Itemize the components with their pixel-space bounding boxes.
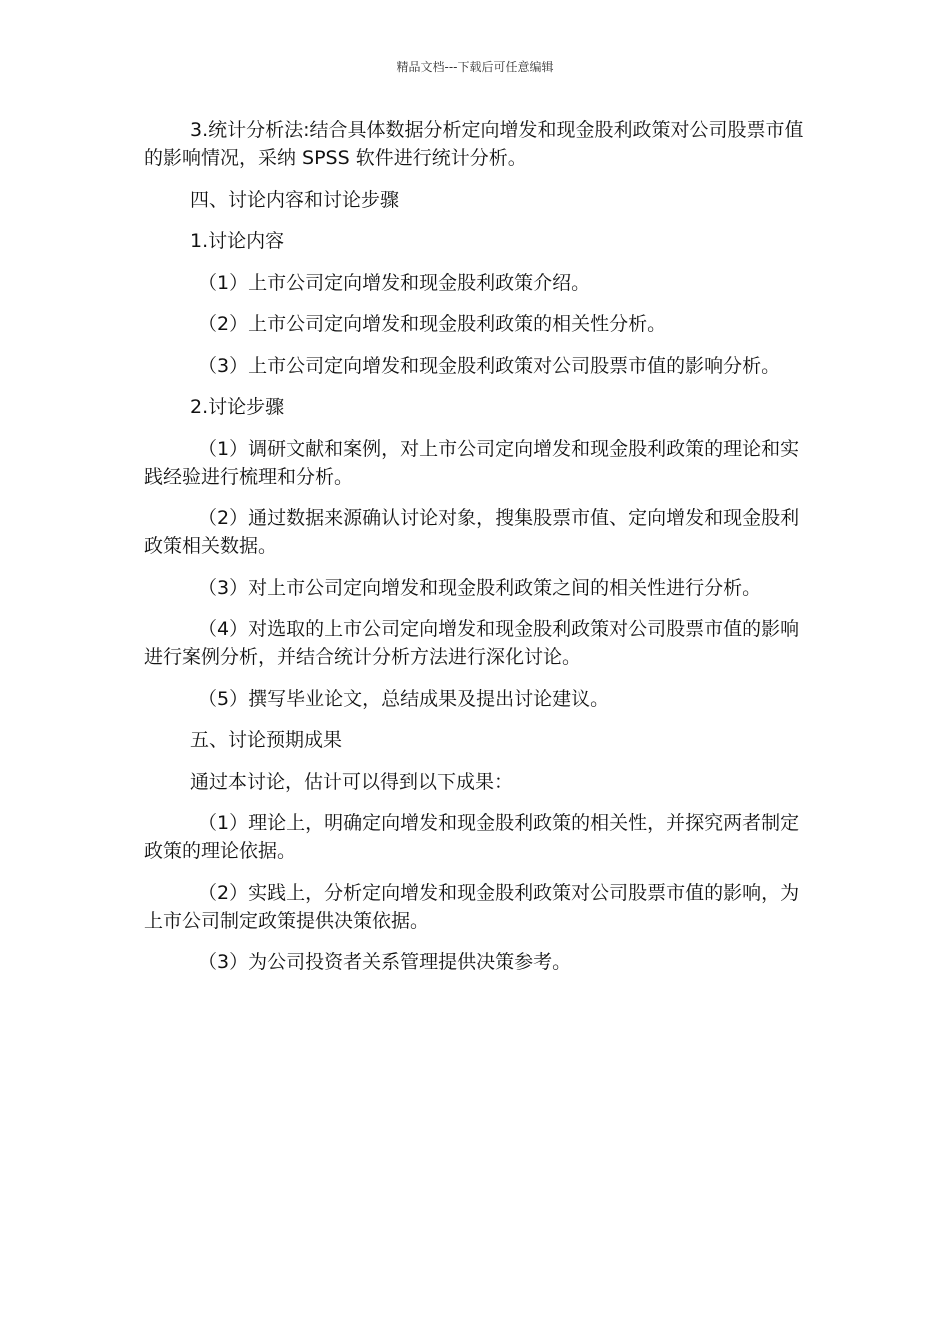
list-item: （4）对选取的上市公司定向增发和现金股利政策对公司股票市值的影响进行案例分析，并结合统计分析方法进行深化讨论。	[144, 618, 800, 668]
subheading-steps: 2.讨论步骤	[190, 396, 285, 418]
list-item: （2）通过数据来源确认讨论对象，搜集股票市值、定向增发和现金股利政策相关数据。	[144, 507, 800, 557]
list-item: （3）为公司投资者关系管理提供决策参考。	[198, 951, 572, 973]
list-item: （1）调研文献和案例，对上市公司定向增发和现金股利政策的理论和实践经验进行梳理和分析。	[144, 437, 800, 488]
paragraph-method-statistics: 3.统计分析法:结合具体数据分析定向增发和现金股利政策对公司股票市值的影响情况，采纳 SPSS 软件进行统计分析。	[144, 119, 804, 169]
paragraph-intro: 通过本讨论，估计可以得到以下成果：	[190, 770, 514, 793]
section-heading-4: 四、讨论内容和讨论步骤	[190, 188, 400, 211]
list-item: （1）上市公司定向增发和现金股利政策介绍。	[198, 271, 591, 294]
subheading-content: 1.讨论内容	[190, 230, 285, 252]
page-header: 精品文档---下载后可任意编辑	[396, 60, 554, 74]
list-item: （5）撰写毕业论文，总结成果及提出讨论建议。	[198, 687, 610, 710]
list-item: （1）理论上，明确定向增发和现金股利政策的相关性，并探究两者制定政策的理论依据。	[144, 812, 800, 862]
list-item: （2）实践上，分析定向增发和现金股利政策对公司股票市值的影响，为上市公司制定政策提供决策依据。	[144, 881, 800, 932]
document-body	[144, 116, 816, 990]
list-item: （3）对上市公司定向增发和现金股利政策之间的相关性进行分析。	[198, 576, 762, 599]
section-heading-5: 五、讨论预期成果	[190, 729, 343, 751]
list-item: （2）上市公司定向增发和现金股利政策的相关性分析。	[198, 313, 667, 335]
list-item: （3）上市公司定向增发和现金股利政策对公司股票市值的影响分析。	[198, 354, 781, 377]
